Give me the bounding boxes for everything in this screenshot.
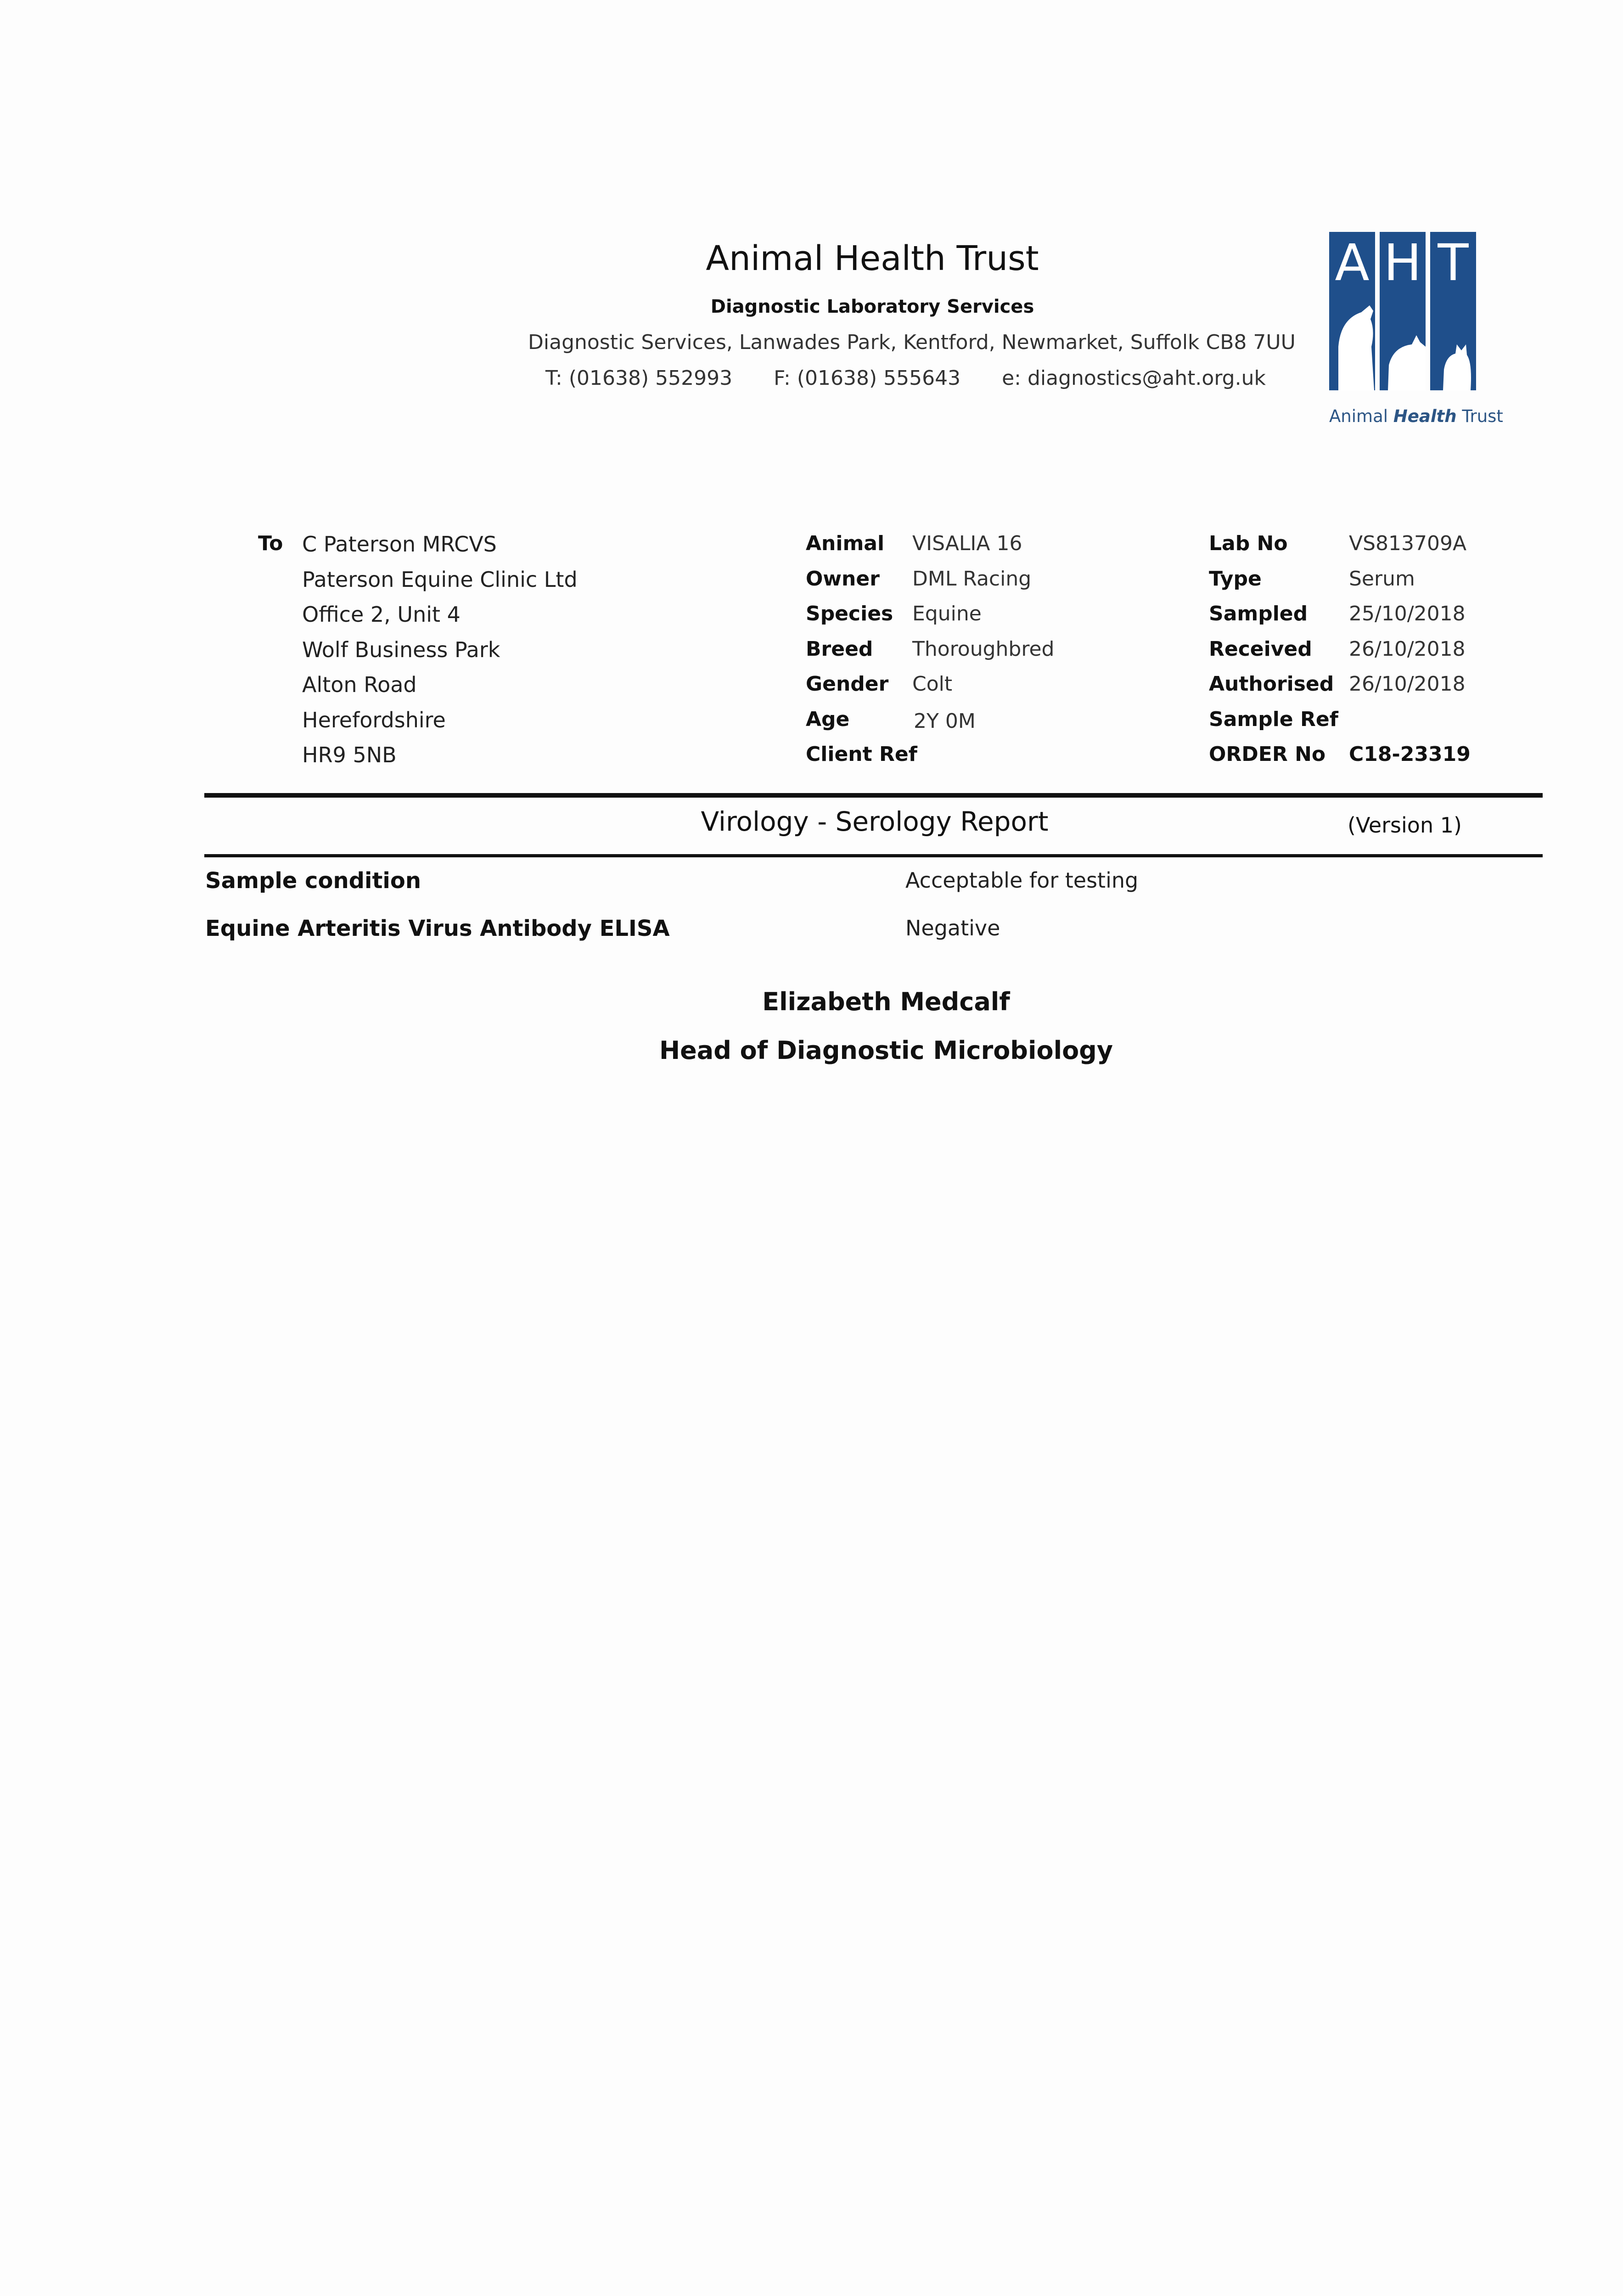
- signatory-title: Head of Diagnostic Microbiology: [659, 1036, 1113, 1065]
- authorised-value: 26/10/2018: [1349, 672, 1466, 696]
- recipient-line: C Paterson MRCVS: [302, 532, 497, 557]
- signatory-name: Elizabeth Medcalf: [762, 987, 1010, 1016]
- species-label: Species: [806, 602, 893, 625]
- result-value: Negative: [905, 916, 1000, 940]
- client-ref-label: Client Ref: [806, 743, 917, 766]
- email-address[interactable]: e: diagnostics@aht.org.uk: [1002, 366, 1266, 390]
- lab-no-label: Lab No: [1209, 532, 1288, 555]
- logo-caption-health: Health: [1393, 406, 1457, 426]
- order-no-label: ORDER No: [1209, 743, 1326, 766]
- authorised-label: Authorised: [1209, 672, 1334, 696]
- received-label: Received: [1209, 637, 1312, 661]
- logo-letter-t: T: [1438, 233, 1469, 292]
- breed-label: Breed: [806, 637, 873, 661]
- order-no-value: C18-23319: [1349, 743, 1471, 766]
- age-label: Age: [806, 708, 850, 731]
- sample-ref-label: Sample Ref: [1209, 708, 1338, 731]
- recipient-line: Wolf Business Park: [302, 637, 500, 662]
- divider-bottom: [204, 854, 1543, 857]
- report-title: Virology - Serology Report: [701, 806, 1049, 837]
- logo-letter-a: A: [1335, 233, 1370, 292]
- type-label: Type: [1209, 567, 1262, 591]
- recipient-line: Alton Road: [302, 672, 417, 697]
- species-value: Equine: [912, 602, 982, 625]
- age-value: 2Y 0M: [914, 709, 976, 733]
- to-label: To: [258, 532, 283, 555]
- logo-caption-animal: Animal: [1329, 406, 1388, 426]
- owner-label: Owner: [806, 567, 880, 591]
- recipient-line: Paterson Equine Clinic Ltd: [302, 567, 578, 592]
- recipient-line: Herefordshire: [302, 708, 446, 732]
- animal-label: Animal: [806, 532, 885, 555]
- gender-value: Colt: [912, 672, 953, 696]
- report-version: (Version 1): [1348, 813, 1462, 838]
- org-name: Animal Health Trust: [706, 239, 1039, 278]
- phone-number: T: (01638) 552993: [545, 366, 733, 390]
- sampled-value: 25/10/2018: [1349, 602, 1466, 625]
- org-contacts: [528, 366, 1266, 390]
- result-label: Equine Arteritis Virus Antibody ELISA: [205, 916, 670, 941]
- gender-label: Gender: [806, 672, 889, 696]
- fax-number: F: (01638) 555643: [774, 366, 961, 390]
- breed-value: Thoroughbred: [912, 637, 1055, 661]
- result-value: Acceptable for testing: [905, 868, 1139, 893]
- received-value: 26/10/2018: [1349, 637, 1466, 661]
- org-address: Diagnostic Services, Lanwades Park, Kentford, Newmarket, Suffolk CB8 7UU: [528, 331, 1296, 354]
- lab-no-value: VS813709A: [1349, 532, 1467, 555]
- logo-letter-h: H: [1383, 233, 1422, 292]
- sampled-label: Sampled: [1209, 602, 1308, 625]
- recipient-line: HR9 5NB: [302, 743, 397, 767]
- animal-value: VISALIA 16: [912, 532, 1022, 555]
- owner-value: DML Racing: [912, 567, 1032, 591]
- department-name: Diagnostic Laboratory Services: [710, 296, 1034, 317]
- recipient-line: Office 2, Unit 4: [302, 602, 461, 627]
- logo-caption: [1329, 406, 1503, 426]
- result-label: Sample condition: [205, 868, 421, 894]
- divider-top: [204, 793, 1543, 798]
- logo-caption-trust: Trust: [1462, 406, 1503, 426]
- aht-logo: [1329, 232, 1476, 390]
- type-value: Serum: [1349, 567, 1415, 591]
